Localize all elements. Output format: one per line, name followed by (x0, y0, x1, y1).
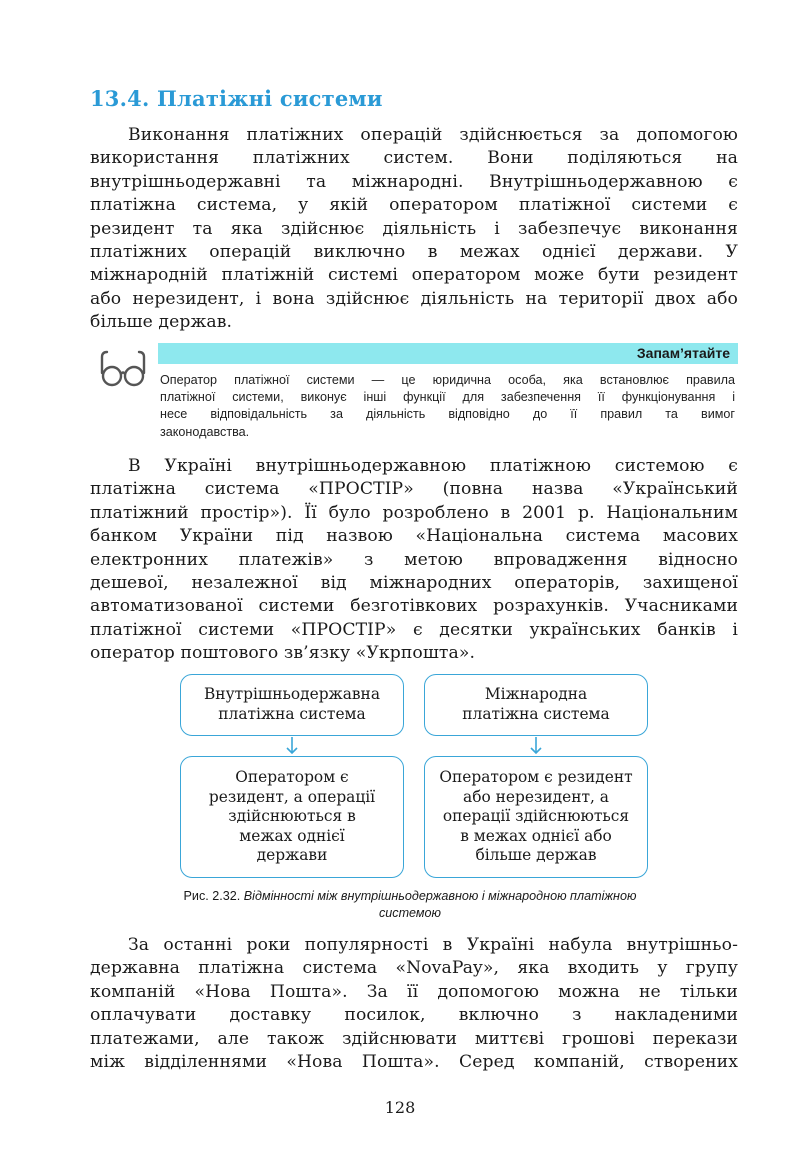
paragraph-prostir (90, 455, 738, 666)
glasses-icon (98, 347, 148, 387)
text-line: міжнародній платіжній системі оператором може бути резидент (90, 265, 738, 286)
international-operator-box (424, 756, 648, 878)
text-line: платіжна система «ПРОСТІР» (повна назва «Український (90, 479, 738, 500)
remember-title: Запам’ятайте (636, 345, 730, 361)
text-line: Виконання платіжних операцій здійснюється за допомогою (128, 125, 738, 145)
section-title: 13.4. Платіжні системи (90, 86, 383, 111)
arrow-down-icon (285, 736, 299, 756)
text-line: В Україні внутрішньодержавною платіжною системою є (128, 456, 738, 476)
caption-text: Відмінності між внутрішньодержавною і міжнародною платіжною (243, 889, 637, 903)
text-line: резидент та яка здійснює діяльність і забезпечує виконання (90, 218, 738, 239)
text-line: державна платіжна система «NovaPay», яка входить у групу (90, 958, 738, 979)
box-line: або нерезидент, а (463, 787, 609, 806)
text-line: платежами, але також здійснювати миттєві грошові перекази (90, 1028, 738, 1049)
text-line: більше держав. (90, 312, 233, 333)
text-line: використання платіжних систем. Вони поділяються на (90, 148, 738, 169)
text-line: автоматизованої системи безготівкових розрахунків. Учасниками (90, 596, 738, 617)
remember-banner (158, 343, 738, 364)
text-line: платіжних операцій виключно в межах однієї держави. У (90, 242, 738, 263)
box-line: більше держав (475, 846, 597, 865)
box-line: в межах однієї або (460, 826, 612, 845)
text-line: Оператор платіжної системи — це юридична особа, яка встановлює правила (160, 373, 735, 387)
box-line: Оператором є резидент (439, 768, 633, 787)
text-line: платіжної системи, виконує інші функції для забезпечення її функціонування і (160, 390, 735, 405)
text-line: компаній «Нова Пошта». За її допомогою можна не тільки (90, 981, 738, 1002)
text-line: або нерезидент, і вона здійснює діяльність на території двох або (90, 288, 738, 309)
box-line: держави (256, 846, 328, 865)
text-line: платіжний простір»). Її було розроблено в 2001 р. Національним (90, 502, 738, 523)
caption-text: системою (378, 906, 442, 920)
box-line: платіжна система (462, 705, 610, 723)
paragraph-novapay (90, 934, 738, 1074)
text-line: банком України під назвою «Національна система масових (90, 526, 738, 547)
figure-number: Рис. 2.32. (183, 889, 241, 903)
box-line: резидент, а операції (208, 787, 376, 806)
text-line: оплачувати доставку посилок, включно з накладеними (90, 1005, 738, 1026)
text-line: За останні роки популярності в Україні набула внутрішньо- (128, 935, 738, 955)
text-line: платіжна система, у якій оператором платіжної системи є (90, 195, 738, 216)
domestic-operator-box (180, 756, 404, 878)
box-line: операції здійснюються (442, 807, 630, 826)
box-line: здійснюються в (228, 807, 356, 826)
text-line: дешевої, незалежної від міжнародних операторів, захищеної (90, 573, 738, 594)
paragraph-payment-systems (90, 124, 738, 335)
domestic-system-box (180, 674, 404, 736)
box-line: Міжнародна (484, 685, 588, 704)
figure-caption (130, 888, 690, 922)
international-system-box (424, 674, 648, 736)
box-line: Внутрішньодержавна (204, 685, 380, 704)
box-line: платіжна система (218, 705, 366, 723)
text-line: законодавства. (160, 424, 250, 439)
text-line: несе відповідальність за діяльність відповідно до її правил та вимог (160, 407, 735, 422)
text-line: платіжної системи «ПРОСТІР» є десятки українських банків і (90, 619, 738, 640)
text-line: внутрішньодержавні та міжнародні. Внутрішньодержавною є (90, 171, 738, 192)
box-line: межах однієї (239, 826, 345, 845)
text-line: між відділеннями «Нова Пошта». Серед компаній, створених (90, 1052, 738, 1073)
remember-definition (160, 372, 735, 441)
box-line: Оператором є (235, 768, 349, 787)
text-line: електронних платежів» з метою впровадження відносно (90, 549, 738, 570)
page-number: 128 (384, 1098, 416, 1117)
arrow-down-icon (529, 736, 543, 756)
text-line: оператор поштового зв’язку «Укрпошта». (90, 643, 476, 664)
